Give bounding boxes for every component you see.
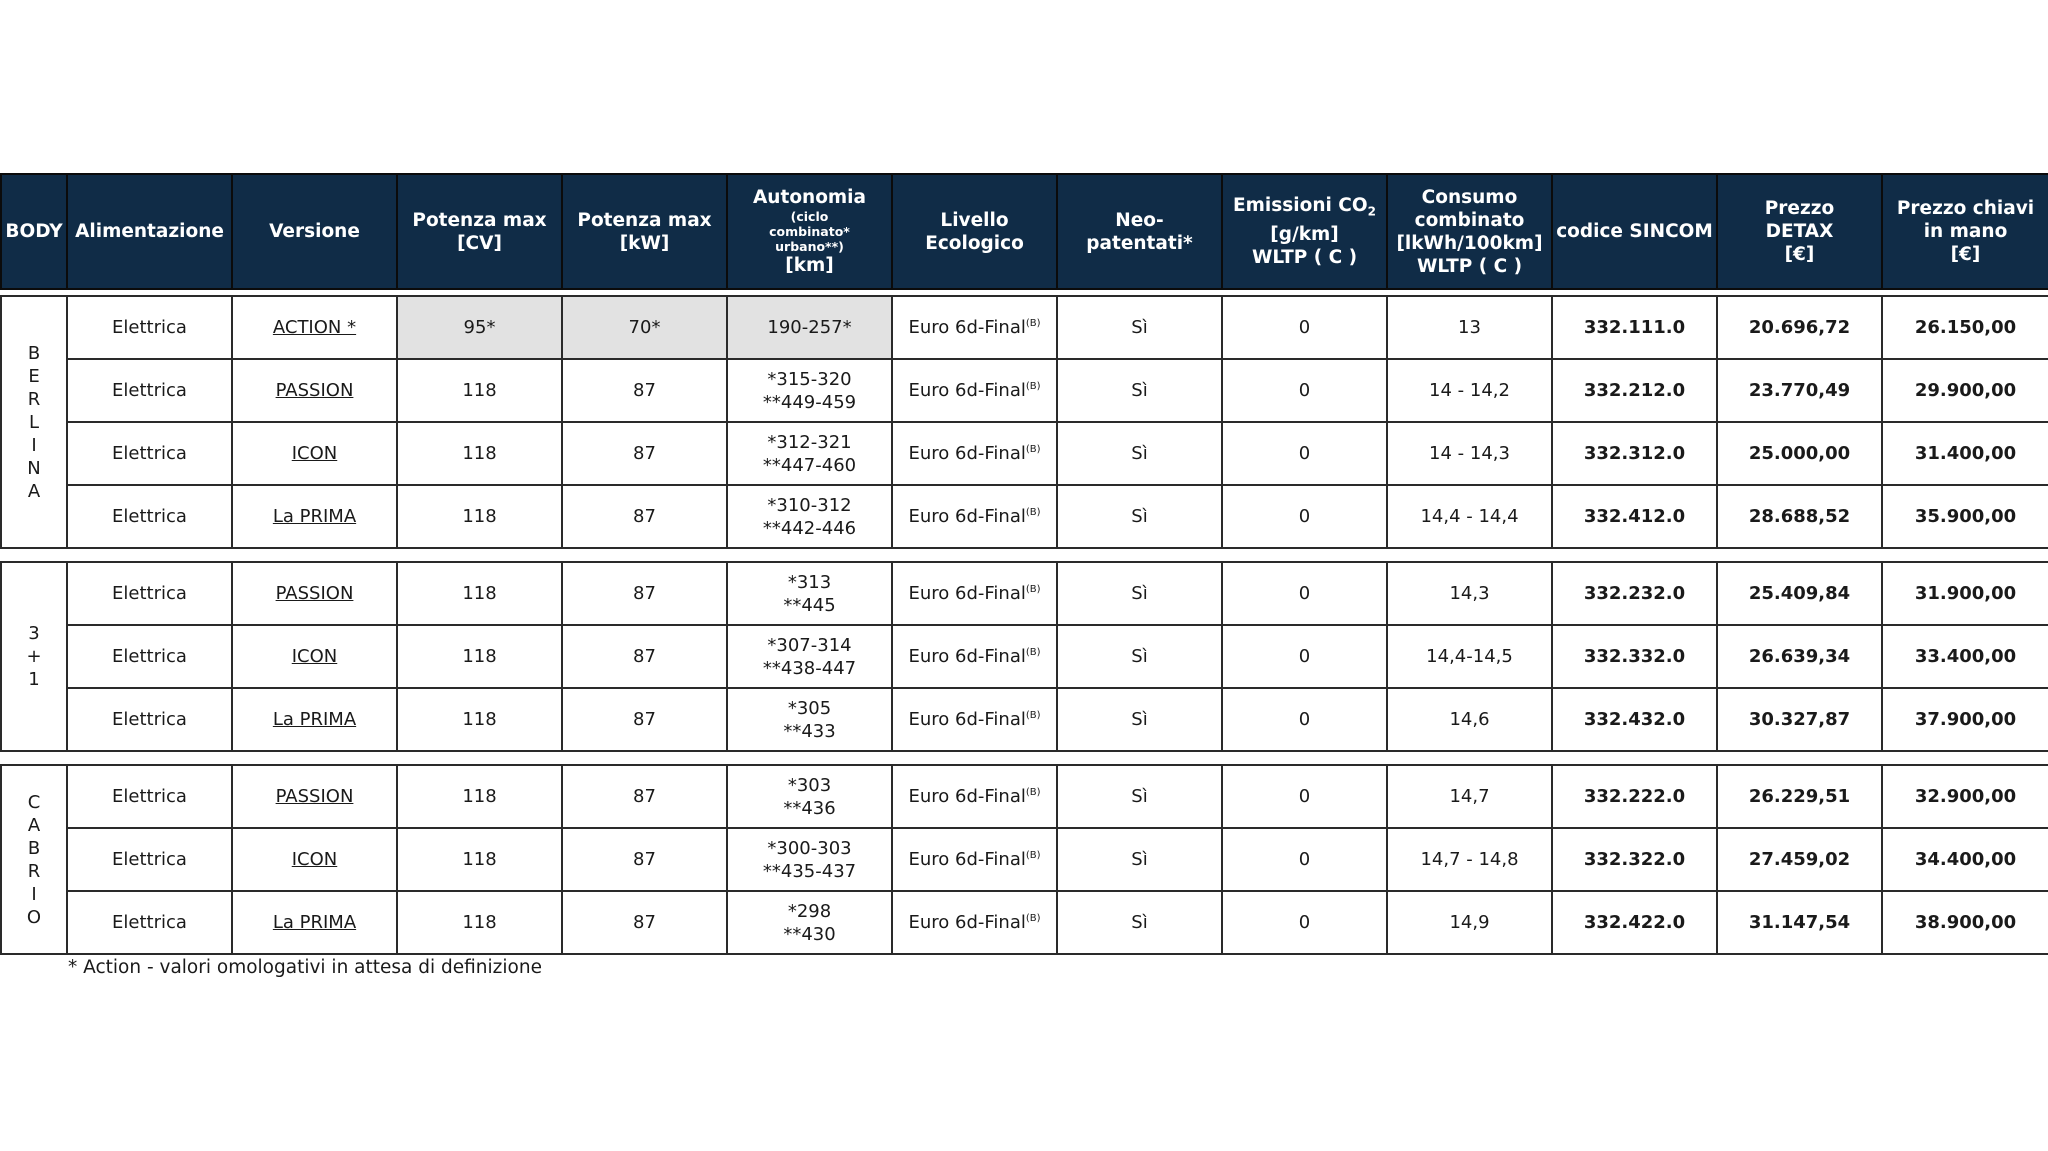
potenza-kw-cell: 87 [562, 562, 727, 625]
potenza-kw-cell: 87 [562, 625, 727, 688]
alimentazione-cell: Elettrica [67, 422, 232, 485]
co2-cell: 0 [1222, 625, 1387, 688]
potenza-cv-cell: 118 [397, 765, 562, 828]
alimentazione-cell: Elettrica [67, 562, 232, 625]
versione-link[interactable]: PASSION [232, 562, 397, 625]
consumo-cell: 14,7 - 14,8 [1387, 828, 1552, 891]
livello-cell: Euro 6d-Final$^{(B)}$ [892, 562, 1057, 625]
prezzo-chiavi-cell: 34.400,00 [1882, 828, 2048, 891]
livello-note: (B) [1025, 318, 1041, 329]
header-neopatentati: Neo- patentati* [1057, 174, 1222, 289]
potenza-cv-cell: 118 [397, 359, 562, 422]
body-letter: N [27, 457, 41, 479]
livello-note: (B) [1025, 444, 1041, 455]
table-row [1, 688, 2048, 751]
body-letter: 1 [28, 669, 40, 690]
consumo-cell: 14,3 [1387, 562, 1552, 625]
group-table [0, 295, 2048, 549]
potenza-kw-cell: 87 [562, 765, 727, 828]
body-type-cell [1, 296, 67, 548]
sincom-cell: 332.212.0 [1552, 359, 1717, 422]
alimentazione-cell: Elettrica [67, 625, 232, 688]
co2-cell: 0 [1222, 688, 1387, 751]
consumo-cell: 14,7 [1387, 765, 1552, 828]
sincom-cell: 332.432.0 [1552, 688, 1717, 751]
livello-note: (B) [1025, 381, 1041, 392]
sincom-cell: 332.322.0 [1552, 828, 1717, 891]
table-header [0, 173, 2048, 290]
potenza-kw-cell: 87 [562, 891, 727, 954]
body-letter: E [28, 365, 40, 387]
neopatentati-cell: Sì [1057, 422, 1222, 485]
body-letter: R [27, 388, 41, 410]
co2-cell: 0 [1222, 765, 1387, 828]
versione-link[interactable]: ICON [232, 625, 397, 688]
prezzo-chiavi-cell: 38.900,00 [1882, 891, 2048, 954]
body-letter: B [27, 342, 41, 364]
livello-cell: Euro 6d-Final$^{(B)}$ [892, 765, 1057, 828]
consumo-cell: 14,4-14,5 [1387, 625, 1552, 688]
livello-cell: Euro 6d-Final$^{(B)}$ [892, 485, 1057, 548]
sincom-cell: 332.222.0 [1552, 765, 1717, 828]
alimentazione-cell: Elettrica [67, 485, 232, 548]
prezzo-detax-cell: 25.409,84 [1717, 562, 1882, 625]
prezzo-chiavi-cell: 33.400,00 [1882, 625, 2048, 688]
livello-cell: Euro 6d-Final$^{(B)}$ [892, 828, 1057, 891]
co2-cell: 0 [1222, 296, 1387, 359]
group-table [0, 764, 2048, 955]
potenza-cv-cell: 118 [397, 562, 562, 625]
body-letter: 3 [28, 623, 40, 644]
sincom-cell: 332.232.0 [1552, 562, 1717, 625]
autonomia-cell: *312-321 **447-460 [727, 422, 892, 485]
header-chiavi: Prezzo chiavi in mano [€] [1882, 174, 2048, 289]
alimentazione-cell: Elettrica [67, 359, 232, 422]
table-row [1, 485, 2048, 548]
versione-link[interactable]: La PRIMA [232, 891, 397, 954]
body-letter: C [27, 791, 41, 813]
consumo-cell: 13 [1387, 296, 1552, 359]
header-consumo: Consumo combinato [lkWh/100km] WLTP ( C ) [1387, 174, 1552, 289]
header-versione: Versione [232, 174, 397, 289]
body-letter: + [26, 646, 42, 667]
body-type-cell [1, 562, 67, 751]
neopatentati-cell: Sì [1057, 688, 1222, 751]
body-letter: R [27, 860, 41, 882]
table-row [1, 828, 2048, 891]
table-row [1, 296, 2048, 359]
table-row [1, 625, 2048, 688]
potenza-kw-cell: 87 [562, 485, 727, 548]
livello-note: (B) [1025, 850, 1041, 861]
livello-note: (B) [1025, 507, 1041, 518]
co2-cell: 0 [1222, 891, 1387, 954]
livello-cell: Euro 6d-Final$^{(B)}$ [892, 422, 1057, 485]
prezzo-detax-cell: 28.688,52 [1717, 485, 1882, 548]
potenza-cv-cell: 118 [397, 828, 562, 891]
livello-cell: Euro 6d-Final$^{(B)}$ [892, 359, 1057, 422]
potenza-kw-cell: 70* [562, 296, 727, 359]
prezzo-detax-cell: 31.147,54 [1717, 891, 1882, 954]
prezzo-chiavi-cell: 31.900,00 [1882, 562, 2048, 625]
header-emissioni: Emissioni $CO_2$ [g/km] WLTP ( C ) [1222, 174, 1387, 289]
body-letter: A [27, 814, 41, 836]
sincom-cell: 332.111.0 [1552, 296, 1717, 359]
autonomia-cell: *300-303 **435-437 [727, 828, 892, 891]
potenza-kw-cell: 87 [562, 422, 727, 485]
prezzo-chiavi-cell: 32.900,00 [1882, 765, 2048, 828]
prezzo-detax-cell: 27.459,02 [1717, 828, 1882, 891]
livello-note: (B) [1025, 710, 1041, 721]
body-letter: I [31, 434, 37, 456]
header-sincom: codice SINCOM [1552, 174, 1717, 289]
header-alimentazione: Alimentazione [67, 174, 232, 289]
body-letter: L [28, 411, 40, 433]
alimentazione-cell: Elettrica [67, 296, 232, 359]
body-letter: A [27, 480, 41, 502]
neopatentati-cell: Sì [1057, 562, 1222, 625]
livello-note: (B) [1025, 787, 1041, 798]
co2-cell: 0 [1222, 422, 1387, 485]
neopatentati-cell: Sì [1057, 485, 1222, 548]
prezzo-detax-cell: 25.000,00 [1717, 422, 1882, 485]
neopatentati-cell: Sì [1057, 625, 1222, 688]
neopatentati-cell: Sì [1057, 765, 1222, 828]
table-row [1, 891, 2048, 954]
livello-note: (B) [1025, 647, 1041, 658]
alimentazione-cell: Elettrica [67, 828, 232, 891]
table-row [1, 359, 2048, 422]
autonomia-cell: *305 **433 [727, 688, 892, 751]
prezzo-detax-cell: 26.229,51 [1717, 765, 1882, 828]
header-detax: Prezzo DETAX [€] [1717, 174, 1882, 289]
prezzo-chiavi-cell: 31.400,00 [1882, 422, 2048, 485]
body-letter: I [31, 883, 37, 905]
versione-link[interactable]: La PRIMA [232, 485, 397, 548]
potenza-cv-cell: 118 [397, 891, 562, 954]
co2-cell: 0 [1222, 828, 1387, 891]
consumo-cell: 14 - 14,3 [1387, 422, 1552, 485]
alimentazione-cell: Elettrica [67, 891, 232, 954]
sincom-cell: 332.422.0 [1552, 891, 1717, 954]
versione-link[interactable]: PASSION [232, 765, 397, 828]
autonomia-cell: 190-257* [727, 296, 892, 359]
versione-link[interactable]: ICON [232, 422, 397, 485]
table-row [1, 562, 2048, 625]
body-letter: O [26, 906, 42, 928]
prezzo-detax-cell: 20.696,72 [1717, 296, 1882, 359]
potenza-cv-cell: 95* [397, 296, 562, 359]
alimentazione-cell: Elettrica [67, 688, 232, 751]
prezzo-chiavi-cell: 35.900,00 [1882, 485, 2048, 548]
consumo-cell: 14,9 [1387, 891, 1552, 954]
neopatentati-cell: Sì [1057, 828, 1222, 891]
prezzo-chiavi-cell: 29.900,00 [1882, 359, 2048, 422]
potenza-cv-cell: 118 [397, 422, 562, 485]
versione-link[interactable]: ICON [232, 828, 397, 891]
autonomia-cell: *298 **430 [727, 891, 892, 954]
livello-note: (B) [1025, 913, 1041, 924]
versione-link[interactable]: ACTION * [232, 296, 397, 359]
versione-link[interactable]: PASSION [232, 359, 397, 422]
potenza-cv-cell: 118 [397, 688, 562, 751]
consumo-cell: 14,6 [1387, 688, 1552, 751]
header-autonomia: Autonomia (ciclo combinato* urbano**) [km] [727, 174, 892, 289]
livello-cell: Euro 6d-Final$^{(B)}$ [892, 296, 1057, 359]
potenza-cv-cell: 118 [397, 485, 562, 548]
livello-cell: Euro 6d-Final$^{(B)}$ [892, 688, 1057, 751]
livello-cell: Euro 6d-Final$^{(B)}$ [892, 891, 1057, 954]
neopatentati-cell: Sì [1057, 296, 1222, 359]
potenza-cv-cell: 118 [397, 625, 562, 688]
neopatentati-cell: Sì [1057, 891, 1222, 954]
price-list [0, 173, 2048, 955]
autonomia-cell: *313 **445 [727, 562, 892, 625]
livello-cell: Euro 6d-Final$^{(B)}$ [892, 625, 1057, 688]
co2-cell: 0 [1222, 359, 1387, 422]
table-body [0, 295, 2048, 955]
alimentazione-cell: Elettrica [67, 765, 232, 828]
sincom-cell: 332.412.0 [1552, 485, 1717, 548]
footnote: * Action - valori omologativi in attesa di definizione [68, 957, 542, 978]
versione-link[interactable]: La PRIMA [232, 688, 397, 751]
prezzo-detax-cell: 30.327,87 [1717, 688, 1882, 751]
header-potenza-cv: Potenza max [CV] [397, 174, 562, 289]
prezzo-detax-cell: 23.770,49 [1717, 359, 1882, 422]
autonomia-cell: *315-320 **449-459 [727, 359, 892, 422]
table-row [1, 765, 2048, 828]
prezzo-detax-cell: 26.639,34 [1717, 625, 1882, 688]
livello-note: (B) [1025, 584, 1041, 595]
co2-cell: 0 [1222, 562, 1387, 625]
header-body: BODY [1, 174, 67, 289]
prezzo-chiavi-cell: 26.150,00 [1882, 296, 2048, 359]
header-livello: Livello Ecologico [892, 174, 1057, 289]
table-row [1, 422, 2048, 485]
neopatentati-cell: Sì [1057, 359, 1222, 422]
potenza-kw-cell: 87 [562, 688, 727, 751]
autonomia-cell: *307-314 **438-447 [727, 625, 892, 688]
potenza-kw-cell: 87 [562, 828, 727, 891]
prezzo-chiavi-cell: 37.900,00 [1882, 688, 2048, 751]
autonomia-cell: *303 **436 [727, 765, 892, 828]
consumo-cell: 14 - 14,2 [1387, 359, 1552, 422]
body-letter: B [27, 837, 41, 859]
body-type-cell [1, 765, 67, 954]
sincom-cell: 332.312.0 [1552, 422, 1717, 485]
co2-cell: 0 [1222, 485, 1387, 548]
autonomia-cell: *310-312 **442-446 [727, 485, 892, 548]
potenza-kw-cell: 87 [562, 359, 727, 422]
header-potenza-kw: Potenza max [kW] [562, 174, 727, 289]
sincom-cell: 332.332.0 [1552, 625, 1717, 688]
group-table [0, 561, 2048, 752]
consumo-cell: 14,4 - 14,4 [1387, 485, 1552, 548]
